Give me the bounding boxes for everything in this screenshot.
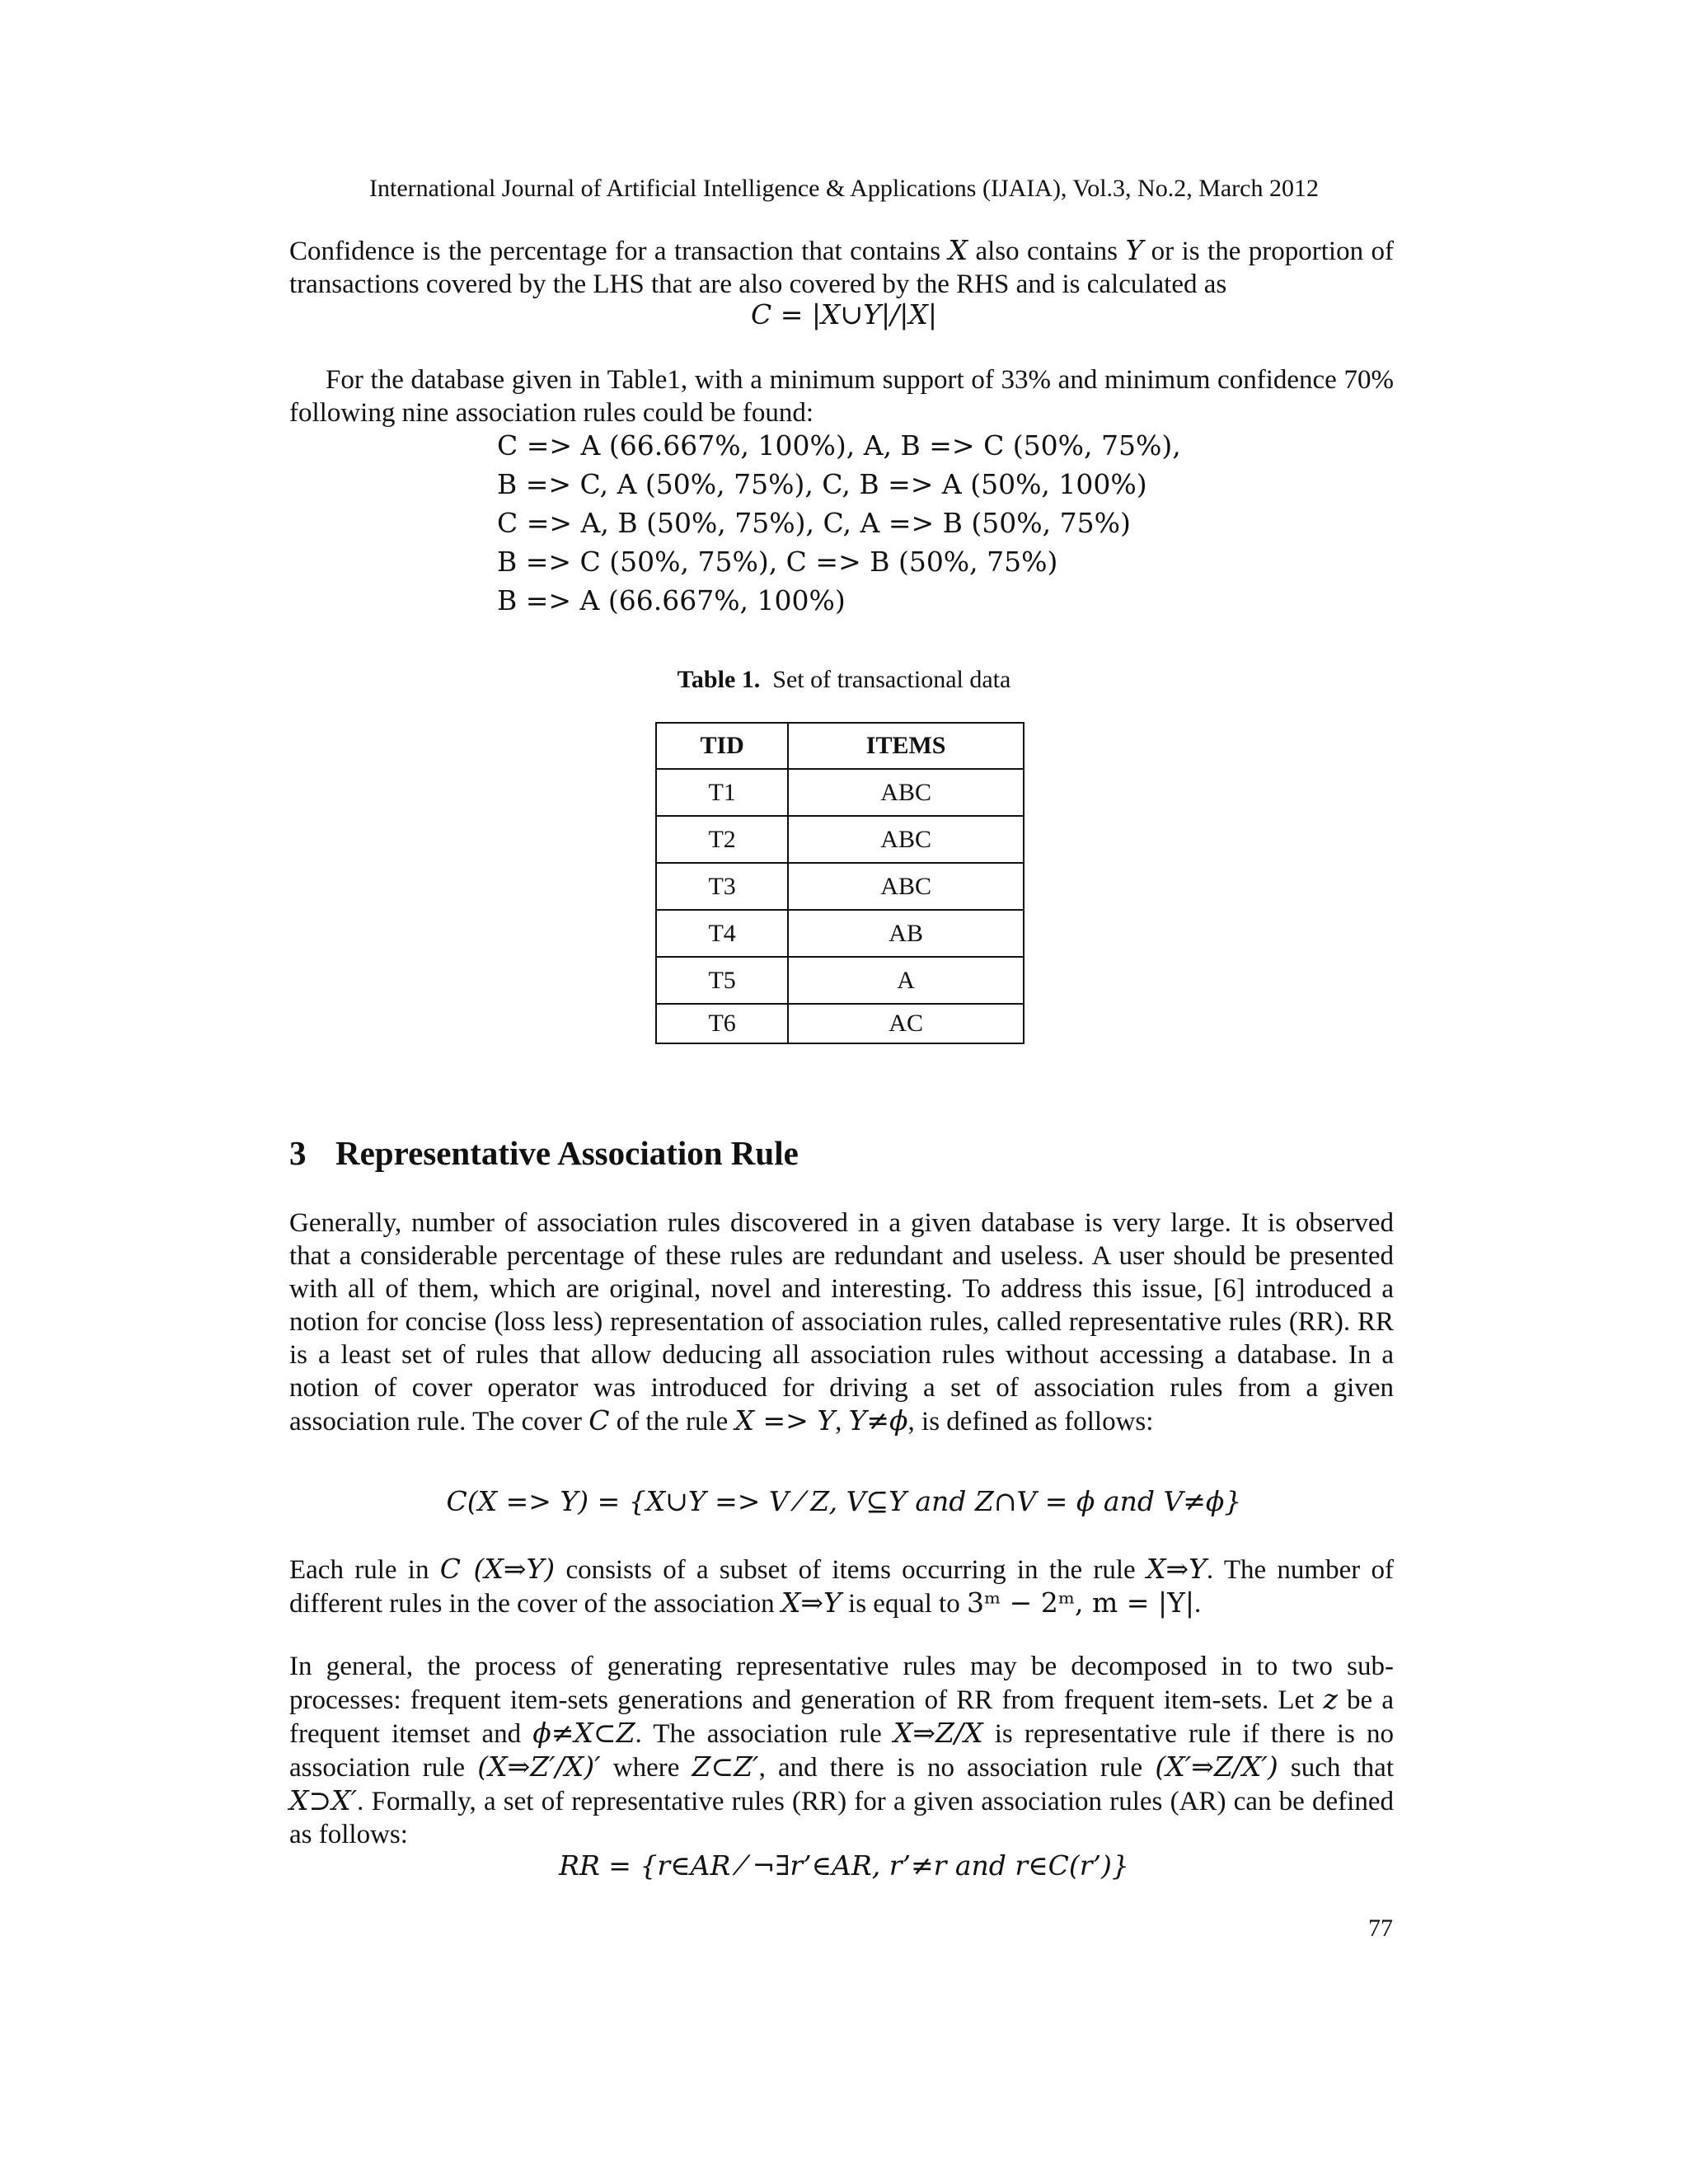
math-cover: C [588, 1404, 610, 1436]
text-span: , and there is no association rule [758, 1753, 1156, 1783]
table-cell: T5 [656, 957, 788, 1004]
math-condition: Y≠ϕ [848, 1404, 908, 1436]
table-caption [0, 666, 1688, 694]
column-header-tid: TID [656, 723, 788, 769]
text-span: . The association rule [635, 1719, 893, 1749]
rule-line: B => C, A (50%, 75%), C, B => A (50%, 100%) [497, 468, 1147, 500]
section-number: 3 [289, 1134, 307, 1172]
text-span: is representative rule if there is no association rule [289, 1719, 1394, 1783]
table-cell: AC [788, 1004, 1024, 1043]
table-row [656, 1004, 1024, 1043]
table-cell: T1 [656, 769, 788, 816]
text-span: of the rule [609, 1407, 735, 1436]
math-rule: (X⇒Z′/X)′ [477, 1750, 601, 1783]
rule-line: B => C (50%, 75%), C => B (50%, 75%) [497, 546, 1058, 578]
math-subset: Z⊂Z′ [692, 1750, 759, 1783]
text-span: such that [1278, 1753, 1394, 1783]
text-span: Confidence is the percentage for a transaction that contains [289, 237, 949, 266]
math-rule: X⇒Z/X [893, 1717, 983, 1749]
table-row [656, 863, 1024, 910]
rule-line: B => A (66.667%, 100%) [497, 584, 846, 616]
text-span: , is defined as follows: [907, 1407, 1154, 1436]
representative-rules-paragraph-2 [289, 1553, 1394, 1620]
confidence-formula: C = |X∪Y|/|X| [751, 298, 937, 330]
text-span: where [600, 1753, 692, 1783]
table-row [656, 816, 1024, 863]
table-row [656, 910, 1024, 957]
table-cell: T2 [656, 816, 788, 863]
association-rules-list [497, 426, 1181, 620]
transaction-table [655, 722, 1025, 1044]
cover-formula: C(X => Y) = {X∪Y => V ⁄ Z, V⊆Y and Z∩V = ϕ and V≠ϕ} [446, 1485, 1242, 1517]
representative-rules-paragraph-3 [289, 1650, 1394, 1851]
text-span: be a frequent itemset and [289, 1685, 1395, 1749]
text-span: or is the proportion of transactions covered by the LHS that are also covered by the RHS and is calculated as [289, 237, 1394, 299]
table-cell: T4 [656, 910, 788, 957]
math-rule: (X′⇒Z/X′) [1155, 1750, 1278, 1783]
text-span: Generally, number of association rules discovered in a given database is very large. It is observed that a considerable percentage of these rules are redundant and useless. A user should be presented with all of them, which are original, novel and interesting. To address this issue, [6] introduced a notion for concise (loss less) representation of association rules, called representative rules (RR). RR is a least set of rules that allow deducing all association rules without accessing a database. In a notion of cover operator was introduced for driving a set of association rules from a given association rule. The cover [289, 1208, 1394, 1436]
representative-rules-paragraph-1 [289, 1207, 1394, 1438]
math-y: Y [1125, 234, 1144, 266]
table-header-row [656, 723, 1024, 769]
text-span: also contains [968, 237, 1126, 266]
text-span: is equal to [841, 1589, 967, 1619]
table-cell: T6 [656, 1004, 788, 1043]
column-header-items: ITEMS [788, 723, 1024, 769]
math-z: z [1323, 1683, 1338, 1715]
table-caption-text: Set of transactional data [772, 666, 1011, 693]
table-cell: A [788, 957, 1024, 1004]
representative-rules-formula: RR = {r∈AR ⁄ ¬∃r’∈AR, r’≠r and r∈C(r’)} [559, 1849, 1129, 1882]
text-span: . The number of different rules in the cover of the association [289, 1555, 1394, 1619]
confidence-paragraph [289, 234, 1394, 301]
text-span: , [835, 1407, 849, 1436]
math-rule: X => Y [734, 1404, 836, 1436]
table-cell: T3 [656, 863, 788, 910]
table-caption-label: Table 1. [677, 666, 761, 693]
table-row [656, 957, 1024, 1004]
page-number: 77 [1368, 1915, 1393, 1942]
table-row [656, 769, 1024, 816]
text-span: . [1193, 1589, 1202, 1619]
table-cell: AB [788, 910, 1024, 957]
math-x: X [948, 234, 968, 266]
text-span: In general, the process of generating representative rules may be decomposed in to two sub-processes: frequent item-sets generations and generation of RR from frequent item-sets. Let [289, 1652, 1394, 1715]
table-cell: ABC [788, 816, 1024, 863]
rule-line: C => A (66.667%, 100%), A, B => C (50%, 75%), [497, 429, 1181, 462]
math-cover-rule: C (X⇒Y) [439, 1553, 556, 1585]
text-span: consists of a subset of items occurring in the rule [555, 1555, 1146, 1585]
section-title: Representative Association Rule [335, 1134, 799, 1172]
table-cell: ABC [788, 863, 1024, 910]
text-span: Each rule in [289, 1555, 440, 1585]
math-superset: X⊃X′ [289, 1784, 358, 1816]
rule-line: C => A, B (50%, 75%), C, A => B (50%, 75%) [497, 507, 1131, 539]
table-cell: ABC [788, 769, 1024, 816]
math-count: 3ᵐ − 2ᵐ, m = |Y| [966, 1586, 1194, 1619]
running-header: International Journal of Artificial Intelligence & Applications (IJAIA), Vol.3, No.2, March 2012 [369, 175, 1319, 202]
rules-intro-paragraph: For the database given in Table1, with a minimum support of 33% and minimum confidence 70% following nine association rules could be found: [289, 365, 1394, 428]
math-rule: X⇒Y [781, 1586, 842, 1619]
text-span: . Formally, a set of representative rules (RR) for a given association rules (AR) can be defined as follows: [289, 1787, 1394, 1849]
section-heading [289, 1133, 799, 1173]
math-rule: X⇒Y [1146, 1553, 1207, 1585]
math-condition: ϕ≠X⊂Z [532, 1717, 635, 1749]
